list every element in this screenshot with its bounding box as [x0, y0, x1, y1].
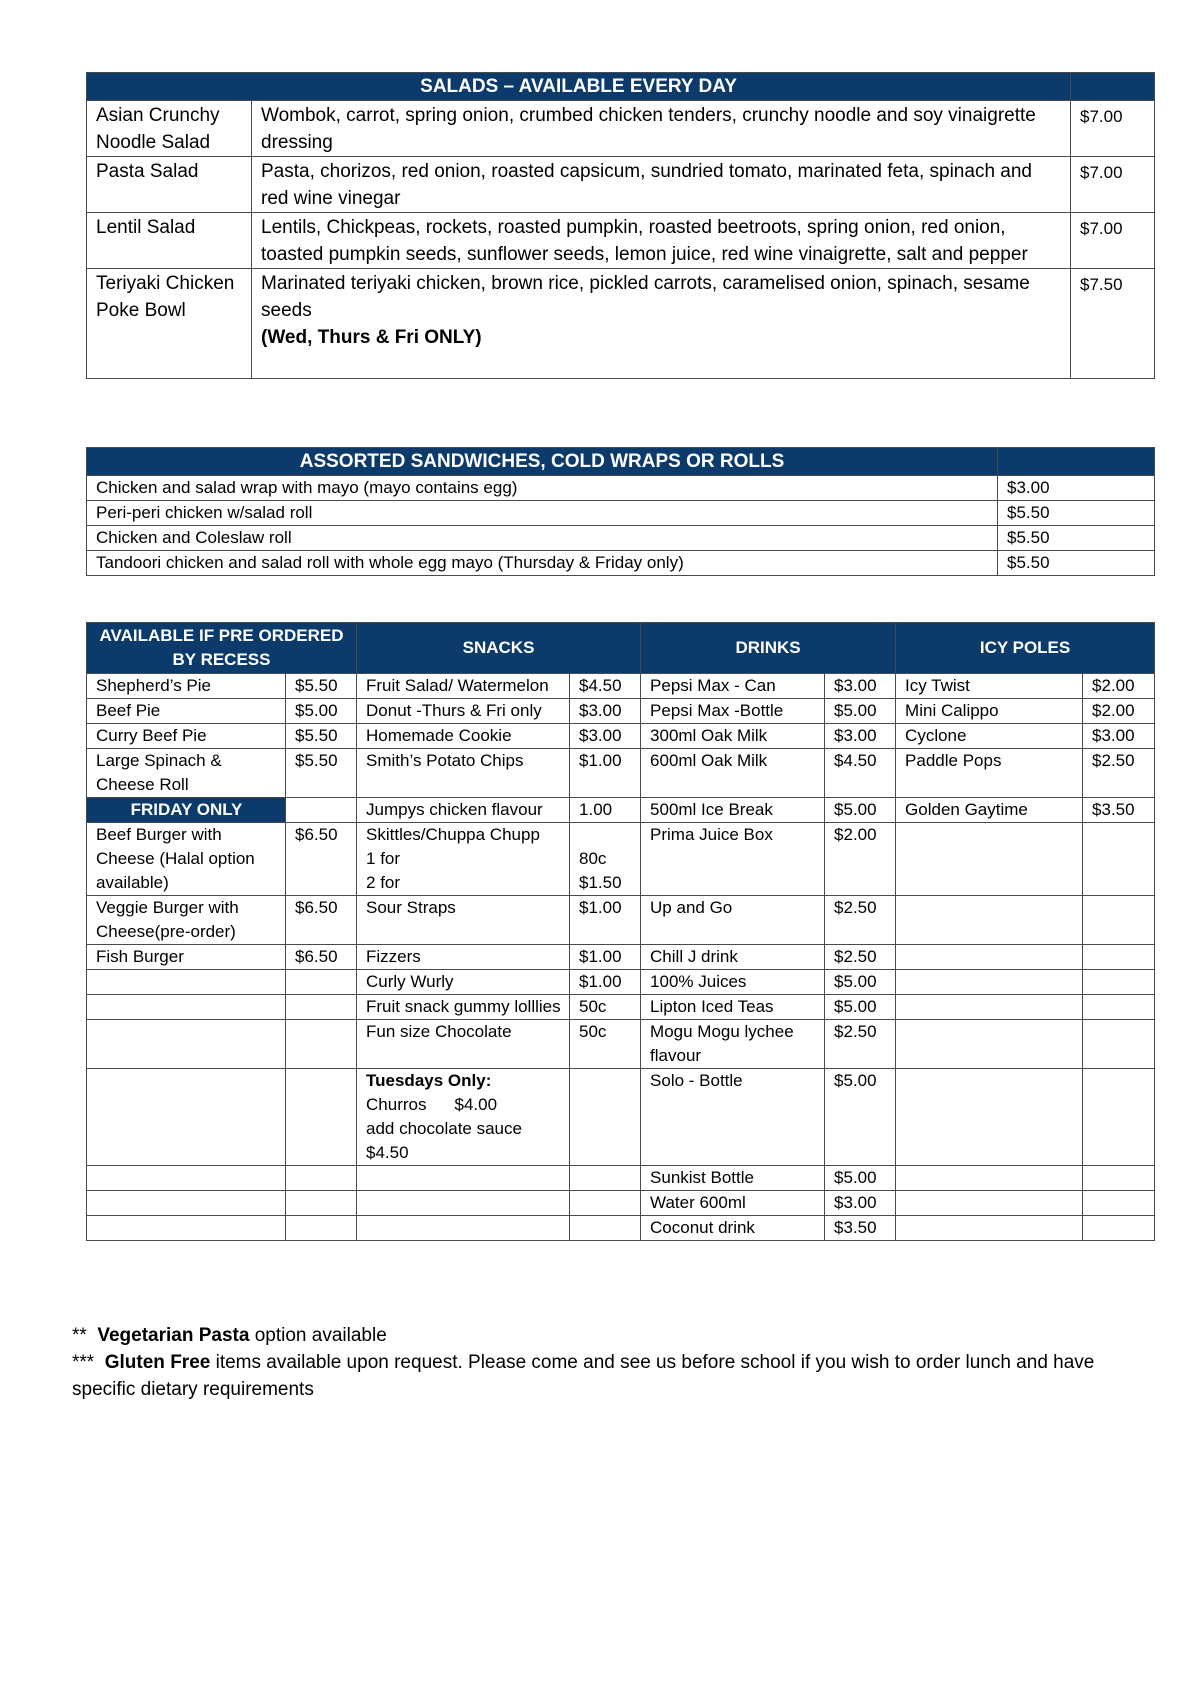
footnote-bold: Gluten Free — [104, 1352, 211, 1373]
icy-price — [1083, 1191, 1155, 1216]
table-row — [87, 749, 1155, 798]
snack-price-cell — [570, 823, 641, 896]
preorder-price — [286, 995, 357, 1020]
salad-price: $7.50 — [1071, 269, 1155, 379]
preorder-item: Beef Burger with Cheese (Halal option available) — [87, 823, 286, 896]
preorder-item: Curry Beef Pie — [87, 724, 286, 749]
icy-item — [896, 1216, 1083, 1241]
drink-price: $2.50 — [825, 896, 896, 945]
drink-item: Up and Go — [641, 896, 825, 945]
chocolate-sauce-label: add chocolate sauce — [366, 1119, 522, 1138]
preorder-item: Fish Burger — [87, 945, 286, 970]
snack-item-cell — [357, 1069, 570, 1166]
preorder-item: Shepherd’s Pie — [87, 674, 286, 699]
preorder-price: $6.50 — [286, 896, 357, 945]
icy-item — [896, 970, 1083, 995]
snack-price: 1.00 — [570, 798, 641, 823]
salad-description: Lentils, Chickpeas, rockets, roasted pumpkin, roasted beetroots, spring onion, red onion, toasted pumpkin seeds, sunflower seeds, lemon juice, red wine vinaigrette, salt and pepper — [252, 213, 1071, 269]
table-row — [87, 970, 1155, 995]
preorder-item — [87, 1069, 286, 1166]
table-row — [87, 1069, 1155, 1166]
icy-item — [896, 823, 1083, 896]
drink-item: Pepsi Max -Bottle — [641, 699, 825, 724]
salads-table — [86, 72, 1155, 379]
salad-price: $7.00 — [1071, 101, 1155, 157]
icy-price — [1083, 1020, 1155, 1069]
drink-price: $5.00 — [825, 1069, 896, 1166]
snack-price — [570, 1069, 641, 1166]
drink-item: Sunkist Bottle — [641, 1166, 825, 1191]
preorder-price — [286, 1166, 357, 1191]
snack-item: Jumpys chicken flavour — [357, 798, 570, 823]
drink-item: 600ml Oak Milk — [641, 749, 825, 798]
churros-line — [366, 1093, 561, 1117]
salad-availability-note: (Wed, Thurs & Fri ONLY) — [261, 327, 482, 348]
snack-price: $1.00 — [570, 896, 641, 945]
icy-price: $3.00 — [1083, 724, 1155, 749]
preorder-price — [286, 1069, 357, 1166]
salad-price: $7.00 — [1071, 213, 1155, 269]
drink-item: Prima Juice Box — [641, 823, 825, 896]
snack-option: 1 for — [366, 849, 401, 868]
preorder-price — [286, 1216, 357, 1241]
icy-price: $2.00 — [1083, 674, 1155, 699]
table-row — [87, 798, 1155, 823]
table-row — [87, 896, 1155, 945]
icy-price — [1083, 896, 1155, 945]
table-row — [87, 945, 1155, 970]
friday-only-label: FRIDAY ONLY — [87, 798, 286, 823]
snack-price: $4.50 — [570, 674, 641, 699]
preorder-item — [87, 995, 286, 1020]
salad-description-cell — [252, 269, 1071, 379]
icy-item — [896, 1166, 1083, 1191]
snack-price: $1.00 — [570, 945, 641, 970]
snack-price: 50c — [570, 1020, 641, 1069]
table-row — [87, 269, 1155, 379]
icy-item — [896, 995, 1083, 1020]
drink-price: $4.50 — [825, 749, 896, 798]
snack-item: Sour Straps — [357, 896, 570, 945]
snack-item: Donut -Thurs & Fri only — [357, 699, 570, 724]
sandwich-name: Chicken and Coleslaw roll — [87, 526, 998, 551]
drink-item: 100% Juices — [641, 970, 825, 995]
snack-price — [570, 1191, 641, 1216]
snack-item: Homemade Cookie — [357, 724, 570, 749]
salads-header-row — [87, 73, 1155, 101]
table-row — [87, 1191, 1155, 1216]
preorder-price — [286, 1020, 357, 1069]
drink-price: $5.00 — [825, 1166, 896, 1191]
icy-item — [896, 896, 1083, 945]
icy-price — [1083, 823, 1155, 896]
snack-option: 2 for — [366, 873, 401, 892]
icy-price: $2.50 — [1083, 749, 1155, 798]
snack-item — [357, 1191, 570, 1216]
preorder-item — [87, 970, 286, 995]
snack-item: Fizzers — [357, 945, 570, 970]
snack-item: Fruit Salad/ Watermelon — [357, 674, 570, 699]
table-row — [87, 501, 1155, 526]
snack-item-cell — [357, 823, 570, 896]
preorder-item: Large Spinach & Cheese Roll — [87, 749, 286, 798]
table-row — [87, 699, 1155, 724]
footnote-marker: ** — [72, 1325, 87, 1346]
drink-item: Water 600ml — [641, 1191, 825, 1216]
sandwich-price: $5.50 — [998, 551, 1155, 576]
salad-name: Lentil Salad — [87, 213, 252, 269]
churros-price: $4.00 — [454, 1095, 498, 1114]
snack-item: Fruit snack gummy lolllies — [357, 995, 570, 1020]
drink-price: $2.50 — [825, 945, 896, 970]
table-row — [87, 724, 1155, 749]
snack-item — [357, 1166, 570, 1191]
snack-item: Curly Wurly — [357, 970, 570, 995]
salad-description: Pasta, chorizos, red onion, roasted capsicum, sundried tomato, marinated feta, spinach and red wine vinegar — [252, 157, 1071, 213]
icy-price — [1083, 995, 1155, 1020]
table-row — [87, 1020, 1155, 1069]
table-row — [87, 551, 1155, 576]
table-row — [87, 1166, 1155, 1191]
preorder-price — [286, 970, 357, 995]
icy-price — [1083, 1216, 1155, 1241]
sandwich-name: Peri-peri chicken w/salad roll — [87, 501, 998, 526]
preorder-price: $5.50 — [286, 674, 357, 699]
salads-header-blank — [1071, 73, 1155, 101]
snack-item — [357, 1216, 570, 1241]
preorder-item — [87, 1020, 286, 1069]
preorder-price: $5.50 — [286, 724, 357, 749]
drink-price: $3.50 — [825, 1216, 896, 1241]
table-row — [87, 1216, 1155, 1241]
drink-price: $3.00 — [825, 724, 896, 749]
table-row — [87, 526, 1155, 551]
footnote-bold: Vegetarian Pasta — [97, 1325, 250, 1346]
icy-item: Paddle Pops — [896, 749, 1083, 798]
snack-price: 80c — [579, 849, 607, 868]
drinks-header: DRINKS — [641, 623, 896, 674]
preorder-item: Beef Pie — [87, 699, 286, 724]
tuesday-only-title: Tuesdays Only: — [366, 1071, 492, 1090]
chocolate-sauce-price: $4.50 — [366, 1143, 409, 1162]
icy-item — [896, 945, 1083, 970]
preorder-price — [286, 798, 357, 823]
icy-price: $3.50 — [1083, 798, 1155, 823]
footnote-text: items available upon request. Please come and see us before school if you wish to order lunch and have specific dietary requirements — [72, 1352, 1095, 1400]
snack-price: $1.00 — [570, 970, 641, 995]
drink-price: $5.00 — [825, 970, 896, 995]
drink-price: $5.00 — [825, 798, 896, 823]
churros-label: Churros — [366, 1095, 427, 1114]
icy-item: Icy Twist — [896, 674, 1083, 699]
preorder-price: $6.50 — [286, 945, 357, 970]
menu-table — [86, 622, 1155, 1241]
icy-price: $2.00 — [1083, 699, 1155, 724]
salad-name: Pasta Salad — [87, 157, 252, 213]
preorder-header: AVAILABLE IF PRE ORDERED BY RECESS — [87, 623, 357, 674]
icy-item: Golden Gaytime — [896, 798, 1083, 823]
icy-price — [1083, 1069, 1155, 1166]
drink-item: Lipton Iced Teas — [641, 995, 825, 1020]
salad-description: Marinated teriyaki chicken, brown rice, pickled carrots, caramelised onion, spinach, sesame seeds — [261, 273, 1030, 321]
footnote-gluten-free — [72, 1349, 1152, 1403]
table-row — [87, 157, 1155, 213]
snack-price: $1.50 — [579, 873, 622, 892]
salad-name: Asian Crunchy Noodle Salad — [87, 101, 252, 157]
drink-item: Pepsi Max - Can — [641, 674, 825, 699]
preorder-item — [87, 1166, 286, 1191]
icy-item — [896, 1020, 1083, 1069]
preorder-item — [87, 1216, 286, 1241]
sandwich-name: Chicken and salad wrap with mayo (mayo contains egg) — [87, 476, 998, 501]
snack-price: $3.00 — [570, 724, 641, 749]
salad-description: Wombok, carrot, spring onion, crumbed chicken tenders, crunchy noodle and soy vinaigrette dressing — [252, 101, 1071, 157]
table-row — [87, 213, 1155, 269]
drink-price: $2.00 — [825, 823, 896, 896]
snack-item: Smith’s Potato Chips — [357, 749, 570, 798]
preorder-item: Veggie Burger with Cheese(pre-order) — [87, 896, 286, 945]
table-row — [87, 674, 1155, 699]
drink-price: $5.00 — [825, 699, 896, 724]
icy-item: Mini Calippo — [896, 699, 1083, 724]
preorder-price: $5.00 — [286, 699, 357, 724]
menu-header-row — [87, 623, 1155, 674]
salad-price: $7.00 — [1071, 157, 1155, 213]
snacks-header: SNACKS — [357, 623, 641, 674]
table-row — [87, 476, 1155, 501]
icy-item: Cyclone — [896, 724, 1083, 749]
snack-item: Fun size Chocolate — [357, 1020, 570, 1069]
icy-price — [1083, 970, 1155, 995]
salads-header: SALADS – AVAILABLE EVERY DAY — [87, 73, 1071, 101]
footnote-marker: *** — [72, 1352, 95, 1373]
icy-price — [1083, 1166, 1155, 1191]
salad-name: Teriyaki Chicken Poke Bowl — [87, 269, 252, 379]
drink-price: $5.00 — [825, 995, 896, 1020]
snack-price: $1.00 — [570, 749, 641, 798]
preorder-price — [286, 1191, 357, 1216]
snack-price: 50c — [570, 995, 641, 1020]
footnote-vegetarian — [72, 1322, 1152, 1349]
icy-poles-header: ICY POLES — [896, 623, 1155, 674]
drink-item: 300ml Oak Milk — [641, 724, 825, 749]
table-row — [87, 823, 1155, 896]
sandwiches-header-row — [87, 448, 1155, 476]
footnote-text: option available — [254, 1325, 387, 1346]
preorder-item — [87, 1191, 286, 1216]
sandwiches-header: ASSORTED SANDWICHES, COLD WRAPS OR ROLLS — [87, 448, 998, 476]
sandwich-name: Tandoori chicken and salad roll with whole egg mayo (Thursday & Friday only) — [87, 551, 998, 576]
drink-price: $2.50 — [825, 1020, 896, 1069]
footnotes — [72, 1322, 1152, 1403]
snack-price — [570, 1216, 641, 1241]
sandwich-price: $5.50 — [998, 526, 1155, 551]
drink-item: Coconut drink — [641, 1216, 825, 1241]
sandwiches-table — [86, 447, 1155, 576]
icy-item — [896, 1069, 1083, 1166]
drink-price: $3.00 — [825, 674, 896, 699]
preorder-price: $6.50 — [286, 823, 357, 896]
sandwiches-header-blank — [998, 448, 1155, 476]
drink-item: Chill J drink — [641, 945, 825, 970]
drink-item: Mogu Mogu lychee flavour — [641, 1020, 825, 1069]
icy-item — [896, 1191, 1083, 1216]
preorder-price: $5.50 — [286, 749, 357, 798]
sandwich-price: $3.00 — [998, 476, 1155, 501]
drink-price: $3.00 — [825, 1191, 896, 1216]
snack-item: Skittles/Chuppa Chupp — [366, 825, 540, 844]
icy-price — [1083, 945, 1155, 970]
snack-price: $3.00 — [570, 699, 641, 724]
table-row — [87, 101, 1155, 157]
table-row — [87, 995, 1155, 1020]
snack-price — [570, 1166, 641, 1191]
sandwich-price: $5.50 — [998, 501, 1155, 526]
drink-item: 500ml Ice Break — [641, 798, 825, 823]
drink-item: Solo - Bottle — [641, 1069, 825, 1166]
